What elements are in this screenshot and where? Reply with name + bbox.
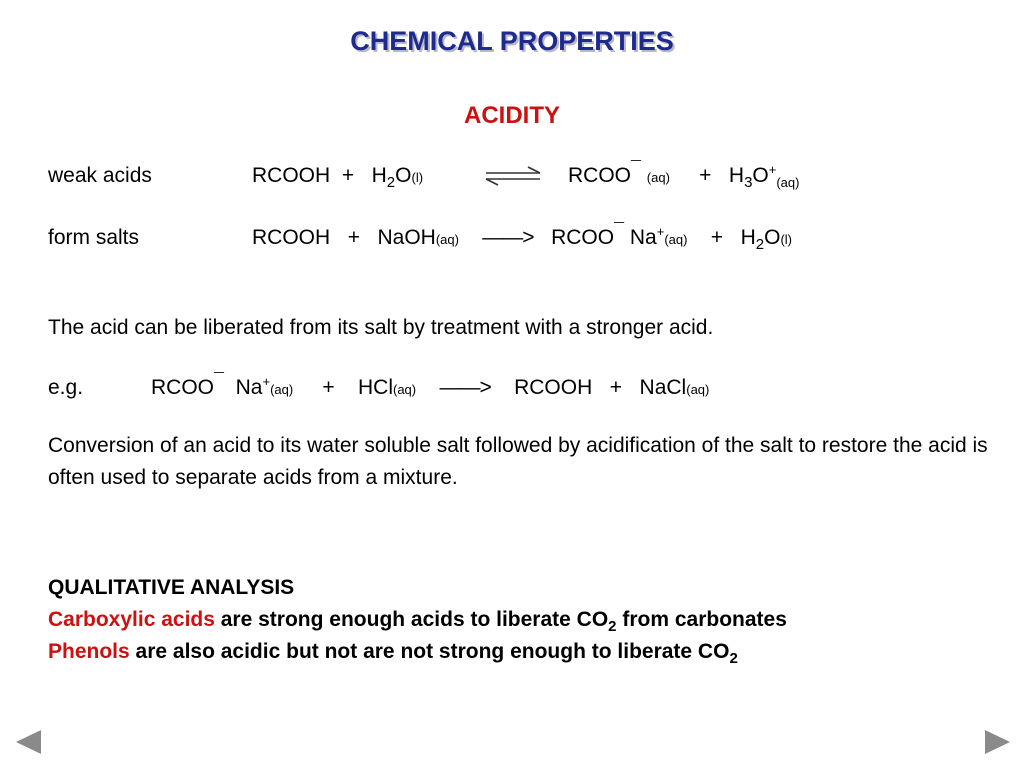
- water-subscript: 2: [386, 174, 396, 192]
- product-na: Na: [629, 226, 657, 249]
- next-slide-button[interactable]: [982, 728, 1014, 756]
- state-aq: (aq): [664, 232, 688, 247]
- reactant-naoh: NaOH: [377, 226, 436, 249]
- state-aq: (aq): [435, 232, 459, 247]
- weak-acids-products: [568, 158, 800, 192]
- plus-charge: +: [656, 224, 665, 239]
- reaction-arrow: ——>: [482, 226, 534, 249]
- minus-charge: ¯: [214, 370, 224, 390]
- phenols-line: [48, 636, 988, 668]
- product-rcoo: RCOO: [551, 226, 615, 249]
- co2-subscript: 2: [608, 618, 617, 636]
- previous-slide-button[interactable]: [12, 728, 44, 756]
- state-aq: (aq): [646, 170, 670, 185]
- plus-charge: +: [768, 162, 777, 177]
- state-aq: (aq): [270, 382, 294, 397]
- plus-sign: +: [710, 226, 724, 249]
- product-rcoo: RCOO: [568, 164, 631, 187]
- plus-sign: +: [322, 376, 335, 399]
- example-equation: [151, 370, 710, 400]
- plus-charge: +: [262, 374, 271, 389]
- co2-subscript: 2: [729, 650, 738, 668]
- state-liquid: (l): [780, 232, 792, 247]
- water-o: O: [395, 164, 412, 187]
- carboxylic-line: [48, 604, 988, 636]
- phenols-term: Phenols: [48, 640, 130, 663]
- weak-acids-reactants: [252, 164, 424, 192]
- minus-charge: ¯: [631, 158, 641, 178]
- reaction-arrow: ——>: [439, 376, 491, 399]
- example-label: e.g.: [48, 376, 84, 399]
- product-nacl: NaCl: [639, 376, 687, 399]
- hydronium-h: H: [728, 164, 745, 187]
- reactant-na: Na: [235, 376, 263, 399]
- state-aq: (aq): [686, 382, 710, 397]
- product-rcooh: RCOOH: [514, 376, 593, 399]
- triangle-right-icon: [983, 728, 1013, 756]
- triangle-left-icon: [13, 728, 43, 756]
- weak-acids-equation: [48, 164, 152, 188]
- carboxylic-line-text: are strong enough acids to liberate CO: [214, 608, 609, 631]
- reactant-rcooh: RCOOH: [252, 226, 331, 249]
- hydronium-o: O: [752, 164, 769, 187]
- reactant-rcooh: RCOOH: [252, 164, 331, 187]
- minus-charge: ¯: [614, 220, 625, 240]
- water-h: H: [371, 164, 387, 187]
- form-salts-equation: [252, 220, 792, 254]
- hydronium-subscript: 3: [744, 174, 753, 192]
- page-title: CHEMICAL PROPERTIES: [350, 26, 674, 56]
- conversion-paragraph: Conversion of an acid to its water soluble salt followed by acidification of the salt to restore the acid is often used to separate acids from a mixture.: [48, 434, 988, 489]
- state-aq: (aq): [393, 382, 417, 397]
- water-subscript: 2: [755, 236, 765, 254]
- section-title: ACIDITY: [464, 102, 560, 129]
- weak-acids-label: weak acids: [48, 164, 152, 187]
- water-h: H: [740, 226, 756, 249]
- phenols-line-text: are also acidic but not are not strong enough to liberate CO: [129, 640, 730, 663]
- plus-sign: +: [347, 226, 360, 249]
- reactant-hcl: HCl: [358, 376, 393, 399]
- carboxylic-line-end: from carbonates: [616, 608, 787, 631]
- liberation-statement: The acid can be liberated from its salt by treatment with a stronger acid.: [48, 316, 714, 339]
- plus-sign: +: [609, 376, 623, 399]
- water-o: O: [764, 226, 781, 249]
- state-liquid: (l): [411, 170, 424, 185]
- reactant-rcoo: RCOO: [151, 376, 214, 399]
- qualitative-heading: QUALITATIVE ANALYSIS: [48, 576, 295, 599]
- plus-sign: +: [341, 164, 355, 187]
- plus-sign: +: [699, 164, 712, 187]
- equilibrium-arrow-icon: [484, 166, 542, 186]
- state-aq: (aq): [776, 175, 800, 191]
- carboxylic-acids-term: Carboxylic acids: [48, 608, 215, 631]
- form-salts-label: form salts: [48, 226, 140, 249]
